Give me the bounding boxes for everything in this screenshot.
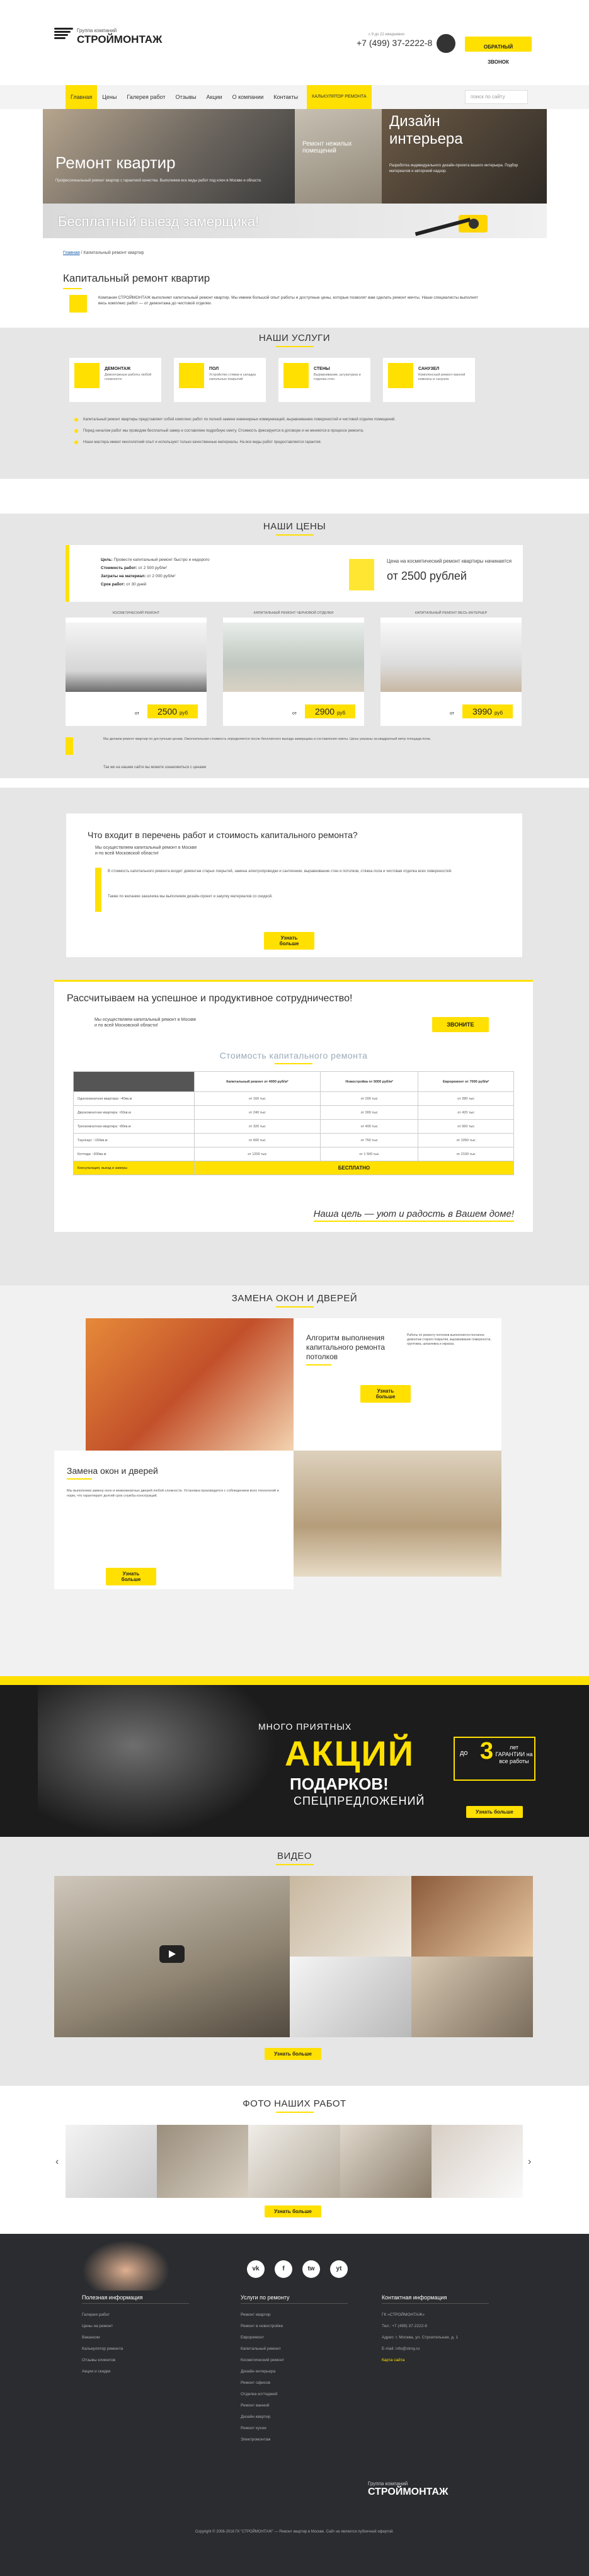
youtube-icon[interactable]: yt bbox=[330, 2260, 348, 2278]
nav-about[interactable]: О компании bbox=[232, 94, 264, 100]
hero-title-apartments: Ремонт квартир bbox=[55, 153, 176, 172]
work-photo[interactable] bbox=[66, 2125, 157, 2198]
windows-title: ЗАМЕНА ОКОН И ДВЕРЕЙ bbox=[0, 1293, 589, 1308]
price-card-full[interactable] bbox=[380, 611, 522, 726]
breadcrumb-sep: / bbox=[79, 251, 84, 255]
service-card-floor[interactable] bbox=[174, 358, 266, 402]
footer-contact: Адрес: г. Москва, ул. Строительная, д. 1 bbox=[382, 2335, 459, 2340]
work-photo[interactable] bbox=[432, 2125, 523, 2198]
accent-bar bbox=[66, 737, 73, 755]
price-card-rough[interactable] bbox=[223, 611, 364, 726]
breadcrumb-current: Капитальный ремонт квартир bbox=[83, 251, 144, 255]
table-header-cell: Евроремонт от 7000 руб/м² bbox=[418, 1072, 514, 1092]
guarantee-to: до bbox=[460, 1749, 468, 1757]
prices-title: НАШИ ЦЕНЫ bbox=[0, 521, 589, 536]
footer-link[interactable]: Капитальный ремонт bbox=[241, 2347, 281, 2351]
includes-text: В стоимость капитального ремонта входит демонтаж старых покрытий, замена электропроводки и сантехники, выравнивание стен и потолков, стяжка пола и чистовая отделка всех поверхностей. bbox=[108, 870, 452, 873]
cost-title: Стоимость капитального ремонта bbox=[54, 1050, 533, 1064]
promo-line4: СПЕЦПРЕДЛОЖЕНИЙ bbox=[294, 1795, 425, 1807]
video-main[interactable] bbox=[54, 1876, 290, 2037]
hero-banner bbox=[43, 109, 547, 204]
arrow-right-icon[interactable]: › bbox=[528, 2156, 532, 2167]
bullet-icon bbox=[74, 440, 78, 444]
plumbing-icon bbox=[388, 363, 413, 388]
price-card-image bbox=[223, 623, 364, 692]
includes-sub: Мы осуществляем капитальный ремонт в Москве и по всей Московской области! bbox=[95, 846, 197, 856]
footer-contact[interactable]: E-mail: info@stroy.ru bbox=[382, 2347, 420, 2351]
footer-col-services bbox=[241, 2294, 348, 2449]
accent-bar bbox=[66, 545, 69, 602]
photos-section bbox=[0, 2086, 589, 2228]
sitemap-link[interactable]: Карта сайта bbox=[382, 2358, 405, 2362]
walls-icon bbox=[283, 363, 309, 388]
video-thumb[interactable] bbox=[411, 1957, 533, 2037]
includes-box bbox=[66, 813, 523, 958]
footer-logo-line2: СТРОЙМОНТАЖ bbox=[368, 2487, 449, 2497]
nav-contacts[interactable]: Контакты bbox=[273, 94, 299, 100]
footer-logo[interactable] bbox=[368, 2481, 448, 2498]
price-badge: 2900 руб bbox=[305, 704, 355, 718]
footer-link[interactable]: Дизайн квартир bbox=[241, 2415, 271, 2419]
vk-icon[interactable]: vk bbox=[247, 2260, 265, 2278]
hero-sub-apartments: Профессиональный ремонт квартир с гарантией качества. Выполняем все виды работ под ключ в Москве и области. bbox=[55, 179, 262, 183]
hero-sub-design: Разработка индивидуального дизайн-проекта вашего интерьера. Подбор материалов и авторский надзор. bbox=[389, 164, 518, 173]
ceiling-article bbox=[294, 1318, 501, 1451]
summary-materials: Затраты на материал: от 2 000 руб/м² bbox=[101, 574, 176, 578]
price-from: от bbox=[292, 711, 297, 716]
worker-photo bbox=[82, 2240, 170, 2291]
price-card-image bbox=[380, 623, 522, 692]
table-header-cell: Капитальный ремонт от 4000 руб/м² bbox=[195, 1072, 321, 1092]
services-title: НАШИ УСЛУГИ bbox=[0, 333, 589, 347]
hero-title-design: Дизайн интерьера bbox=[389, 113, 463, 147]
breadcrumb bbox=[63, 251, 144, 255]
includes-text: Также по желанию заказчика мы выполняем дизайн-проект и закупку материалов со скидкой. bbox=[108, 895, 273, 899]
price-card-label: КАПИТАЛЬНЫЙ РЕМОНТ ВЕСЬ ИНТЕРЬЕР bbox=[415, 611, 488, 615]
prices-note-text: Мы делаем ремонт квартир по доступным ценам. Окончательная стоимость определяется после бесплатного выезда замерщика и составления сметы. Цены указаны за квадратный метр площади пола. bbox=[103, 737, 432, 741]
promo-line2: АКЦИЙ bbox=[285, 1734, 415, 1773]
guarantee-box bbox=[454, 1737, 535, 1781]
video-thumb[interactable] bbox=[290, 1876, 411, 1957]
ceiling-text: Работы по ремонту потолков выполняются поэтапно: демонтаж старого покрытия, выравнивание поверхности, грунтовка, шпаклевка и окраска. bbox=[407, 1333, 491, 1346]
price-start-sub: Цена на косметический ремонт квартиры начинается bbox=[387, 558, 512, 564]
bullet-icon bbox=[74, 418, 78, 422]
call-button[interactable]: ЗВОНИТЕ bbox=[432, 1017, 489, 1032]
prices-section bbox=[0, 514, 589, 778]
price-card-label: КОСМЕТИЧЕСКИЙ РЕМОНТ bbox=[112, 611, 160, 615]
measure-tools-icon bbox=[396, 206, 509, 236]
page-title: Капитальный ремонт квартир bbox=[63, 272, 210, 289]
windows-article-title: Замена окон и дверей bbox=[67, 1466, 158, 1480]
video-thumb[interactable] bbox=[290, 1957, 411, 2037]
footer-link[interactable]: Ремонт квартир bbox=[241, 2313, 271, 2317]
footer-link[interactable]: Отделка коттеджей bbox=[241, 2392, 278, 2396]
promo-line3: ПОДАРКОВ! bbox=[290, 1774, 389, 1793]
phone-icon bbox=[437, 34, 455, 53]
footer-link[interactable]: Ремонт в новостройке bbox=[241, 2324, 283, 2328]
service-title: ДЕМОНТАЖ bbox=[105, 367, 131, 371]
intro-accent bbox=[69, 295, 87, 313]
photos-title: ФОТО НАШИХ РАБОТ bbox=[0, 2098, 589, 2113]
footer-link[interactable]: Ремонт офисов bbox=[241, 2381, 271, 2385]
video-thumb[interactable] bbox=[411, 1876, 533, 1957]
nav-gallery[interactable]: Галерея работ bbox=[127, 94, 166, 100]
footer-col-title: Услуги по ремонту bbox=[241, 2294, 348, 2304]
summary-goal: Цель: Провести капитальный ремонт быстро и недорого bbox=[101, 558, 210, 562]
ceiling-photo bbox=[86, 1318, 294, 1451]
footer-link[interactable]: Ремонт кухни bbox=[241, 2426, 266, 2430]
services-paragraph: Перед началом работ мы проводим бесплатный замер и составляем подробную смету. Стоимость фиксируется в договоре и не меняется в процессе ремонта. bbox=[83, 428, 499, 434]
footer bbox=[0, 2234, 589, 2576]
hero-slide-commercial[interactable] bbox=[295, 109, 382, 204]
callback-button[interactable]: ОБРАТНЫЙ ЗВОНОК bbox=[465, 37, 532, 52]
learn-more-button[interactable]: Узнать больше bbox=[466, 1806, 523, 1818]
service-title: СТЕНЫ bbox=[314, 367, 330, 371]
footer-link[interactable]: Косметический ремонт bbox=[241, 2358, 285, 2362]
social-links bbox=[247, 2260, 348, 2278]
demolition-icon bbox=[74, 363, 100, 388]
facebook-icon[interactable]: f bbox=[275, 2260, 292, 2278]
summary-duration: Срок работ: от 30 дней bbox=[101, 582, 147, 587]
footer-logo-line1: Группа компаний bbox=[368, 2481, 408, 2487]
logo-line2: СТРОЙМОНТАЖ bbox=[77, 33, 163, 45]
logo-icon bbox=[54, 28, 73, 43]
work-photo[interactable] bbox=[340, 2125, 432, 2198]
search-input[interactable]: поиск по сайту bbox=[465, 90, 528, 104]
learn-more-button[interactable]: Узнать больше bbox=[265, 2205, 321, 2217]
summary-cost: Стоимость работ: от 2 500 руб/м² bbox=[101, 566, 167, 570]
footer-contact: Тел.: +7 (499) 37-2222-8 bbox=[382, 2324, 428, 2328]
footer-link[interactable]: Ремонт ванной bbox=[241, 2403, 270, 2408]
arrow-left-icon[interactable]: ‹ bbox=[55, 2156, 59, 2167]
service-text: Демонтажные работы любой сложности bbox=[105, 373, 152, 381]
cost-goal: Наша цель — уют и радость в Вашем доме! bbox=[314, 1209, 514, 1222]
hero-title-commercial: Ремонт нежилых помещений bbox=[302, 141, 352, 154]
nav-prices[interactable]: Цены bbox=[102, 94, 117, 100]
service-text: Выравнивание, штукатурка и отделка стен bbox=[314, 373, 361, 381]
footer-link[interactable]: Дизайн интерьера bbox=[241, 2369, 276, 2374]
bullet-icon bbox=[74, 429, 78, 433]
workers-photo bbox=[38, 1685, 277, 1837]
interior-photo bbox=[294, 1451, 501, 1577]
twitter-icon[interactable]: tw bbox=[302, 2260, 320, 2278]
services-paragraph: Наши мастера имеют многолетний опыт и используют только качественные материалы. На все виды работ предоставляется гарантия. bbox=[83, 440, 499, 445]
services-section bbox=[0, 328, 589, 479]
table-header-cell: Новостройка от 5000 руб/м² bbox=[320, 1072, 418, 1092]
footer-col-title: Полезная информация bbox=[82, 2294, 189, 2304]
includes-title: Что входит в перечень работ и стоимость капитального ремонта? bbox=[88, 830, 358, 840]
copyright: Copyright © 2008-2016 ГК "СТРОЙМОНТАЖ" — Ремонт квартир в Москве. Сайт не является публичной офертой. bbox=[195, 2530, 394, 2534]
work-photo[interactable] bbox=[157, 2125, 248, 2198]
footer-link[interactable]: Галерея работ bbox=[82, 2313, 110, 2317]
floor-icon bbox=[179, 363, 204, 388]
learn-more-button[interactable]: Узнать больше bbox=[264, 932, 314, 950]
accent-bar bbox=[95, 868, 101, 912]
service-card-demolition[interactable] bbox=[69, 358, 161, 402]
promo-banner bbox=[0, 1676, 589, 1837]
prices-link[interactable]: Так же на нашем сайте вы можете ознакомиться с ценами bbox=[103, 766, 207, 769]
service-card-walls[interactable] bbox=[278, 358, 370, 402]
service-title: САНУЗЕЛ bbox=[418, 367, 440, 371]
service-title: ПОЛ bbox=[209, 367, 219, 371]
prices-note bbox=[66, 737, 523, 762]
windows-section bbox=[0, 1285, 589, 1686]
footer-link[interactable]: Калькулятор ремонта bbox=[82, 2347, 123, 2351]
price-badge: 3990 руб bbox=[462, 704, 513, 718]
header bbox=[0, 0, 589, 66]
table-row: Однокомнатная квартира ~40кв.м от 160 тыс от 200 тыс от 280 тыс bbox=[74, 1092, 514, 1106]
play-icon[interactable] bbox=[159, 1945, 185, 1963]
service-card-bathroom[interactable] bbox=[383, 358, 475, 402]
roller-icon bbox=[349, 559, 374, 590]
price-badge: 2500 руб bbox=[147, 704, 198, 718]
coop-title: Рассчитываем на успешное и продуктивное сотрудничество! bbox=[67, 993, 353, 1004]
price-from: от bbox=[450, 711, 454, 716]
price-card-cosmetic[interactable] bbox=[66, 611, 207, 726]
footer-link[interactable]: Электромонтаж bbox=[241, 2437, 271, 2442]
learn-more-button[interactable]: Узнать больше bbox=[360, 1385, 411, 1403]
promo-line1: МНОГО ПРИЯТНЫХ bbox=[258, 1722, 352, 1732]
free-measure-banner[interactable] bbox=[43, 204, 547, 238]
footer-col-info bbox=[82, 2294, 189, 2381]
price-card-image bbox=[66, 623, 207, 692]
services-paragraph: Капитальный ремонт квартиры представляет собой комплекс работ по полной замене инженерных коммуникаций, выравниванию поверхностей и чистовой отделке помещений. bbox=[83, 417, 499, 422]
guarantee-text: лет ГАРАНТИИ на все работы bbox=[495, 1744, 533, 1764]
cost-table bbox=[73, 1071, 514, 1175]
price-card-label: КАПИТАЛЬНЫЙ РЕМОНТ ЧЕРНОВОЙ ОТДЕЛКИ bbox=[253, 611, 334, 615]
free-measure-text: Бесплатный выезд замерщика! bbox=[58, 214, 260, 229]
nav-reviews[interactable]: Отзывы bbox=[175, 94, 197, 100]
video-section bbox=[0, 1837, 589, 2086]
service-text: Комплексный ремонт ванной комнаты и санузла bbox=[418, 373, 466, 381]
windows-article-text: Мы выполняем замену окон и межкомнатных дверей любой сложности. Установка производится с соблюдением всех технологий и норм, что гарантирует долгий срок службы конструкций. bbox=[67, 1489, 279, 1498]
table-row-free: Консультация, выезд и замеры БЕСПЛАТНО bbox=[74, 1161, 514, 1175]
table-row: Трехкомнатная квартира ~80кв.м от 320 тыс от 400 тыс от 560 тыс bbox=[74, 1120, 514, 1134]
promo-stripe bbox=[0, 1676, 589, 1685]
coop-sub: Мы осуществляем капитальный ремонт в Москве и по всей Московской области! bbox=[94, 1018, 197, 1028]
ceiling-title: Алгоритм выполнения капитального ремонта потолков bbox=[306, 1333, 401, 1366]
main-nav bbox=[0, 85, 589, 109]
prices-summary bbox=[66, 545, 523, 602]
price-start-value: от 2500 рублей bbox=[387, 570, 467, 582]
breadcrumb-home[interactable]: Главная bbox=[63, 251, 80, 255]
work-photo[interactable] bbox=[248, 2125, 340, 2198]
footer-link[interactable]: Акции и скидки bbox=[82, 2369, 111, 2374]
table-header-cell bbox=[74, 1072, 195, 1092]
nav-promos[interactable]: Акции bbox=[206, 94, 222, 100]
footer-link[interactable]: Отзывы клиентов bbox=[82, 2358, 116, 2362]
footer-link[interactable]: Цены на ремонт bbox=[82, 2324, 113, 2328]
work-hours: с 9 до 22 ежедневно bbox=[369, 33, 404, 37]
phone-number[interactable]: +7 (499) 37-2222-8 bbox=[357, 38, 433, 48]
table-row: Двухкомнатная квартира ~60кв.м от 240 тыс от 300 тыс от 420 тыс bbox=[74, 1106, 514, 1120]
footer-link[interactable]: Евроремонт bbox=[241, 2335, 264, 2340]
learn-more-button[interactable]: Узнать больше bbox=[265, 2048, 321, 2060]
table-header bbox=[74, 1072, 514, 1092]
footer-col-contacts bbox=[382, 2294, 489, 2369]
service-text: Устройство стяжки и укладка напольных покрытий bbox=[209, 373, 256, 381]
price-from: от bbox=[135, 711, 139, 716]
coop-box bbox=[54, 980, 533, 1037]
nav-calculator[interactable]: КАЛЬКУЛЯТОР РЕМОНТА bbox=[307, 85, 372, 109]
windows-article bbox=[54, 1451, 294, 1589]
table-row: Таунхаус ~150кв.м от 600 тыс от 750 тыс от 1050 тыс bbox=[74, 1134, 514, 1147]
logo-line1: Группа компаний bbox=[77, 28, 117, 33]
cost-table-section bbox=[54, 1037, 533, 1232]
footer-link[interactable]: Вакансии bbox=[82, 2335, 100, 2340]
table-row: Коттедж ~300кв.м от 1200 тыс от 1 500 тыс от 2100 тыс bbox=[74, 1147, 514, 1161]
intro-text: Компания СТРОЙМОНТАЖ выполняет капитальный ремонт квартир. Мы имеем большой опыт работы и доступные цены, которые позволят вам сделать ремонт мечты. Наши специалисты выполнят весь комплекс работ — от демонтажа до чистовой отделки. bbox=[98, 296, 478, 306]
learn-more-button[interactable]: Узнать больше bbox=[106, 1568, 156, 1585]
guarantee-years: 3 bbox=[480, 1738, 494, 1764]
nav-home[interactable]: Главная bbox=[66, 85, 97, 109]
video-title: ВИДЕО bbox=[0, 1851, 589, 1865]
footer-contact: ГК «СТРОЙМОНТАЖ» bbox=[382, 2313, 425, 2317]
footer-col-title: Контактная информация bbox=[382, 2294, 489, 2304]
